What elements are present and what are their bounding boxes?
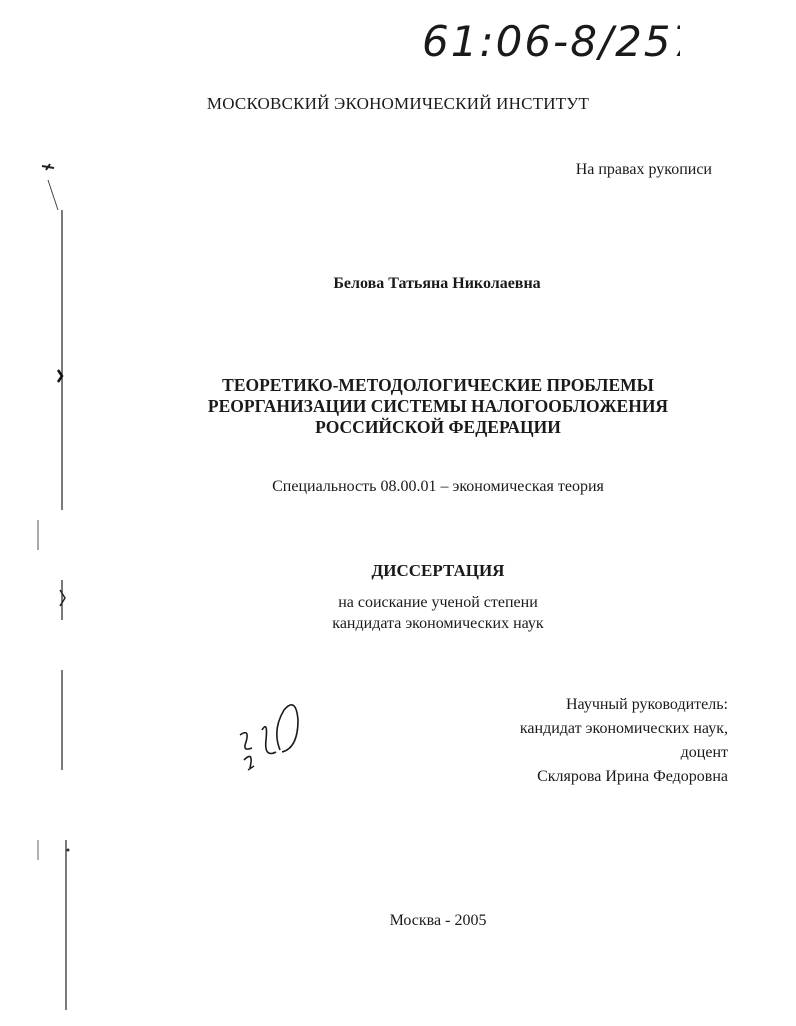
supervisor-label: Научный руководитель: [565, 696, 728, 713]
handwritten-code-svg [420, 8, 680, 68]
supervisor-degree: кандидат экономических наук, [519, 720, 728, 737]
handwritten-archive-code [420, 8, 680, 68]
supervisor-name: Склярова Ирина Федоровна [537, 768, 728, 785]
degree-description [0, 592, 796, 634]
title-line-2: РЕОРГАНИЗАЦИИ СИСТЕМЫ НАЛОГООБЛОЖЕНИЯ [207, 396, 669, 416]
manuscript-rights-note: На правах рукописи [575, 161, 712, 178]
degree-line-2: кандидата экономических наук [332, 615, 544, 632]
dissertation-title [0, 375, 796, 438]
title-line-3: РОССИЙСКОЙ ФЕДЕРАЦИИ [315, 417, 561, 437]
handwritten-signature [232, 690, 312, 780]
supervisor-block [520, 693, 728, 789]
specialty-code: Специальность 08.00.01 – экономическая теория [272, 478, 604, 495]
institute-name: МОСКОВСКИЙ ЭКОНОМИЧЕСКИЙ ИНСТИТУТ [206, 94, 590, 113]
degree-line-1: на соискание ученой степени [338, 594, 538, 611]
author-name: Белова Татьяна Николаевна [333, 275, 541, 292]
handwritten-code-text: 61:06-8/257 [422, 17, 680, 66]
place-and-year: Москва - 2005 [389, 912, 487, 929]
title-line-1: ТЕОРЕТИКО-МЕТОДОЛОГИЧЕСКИЕ ПРОБЛЕМЫ [222, 375, 654, 395]
dissertation-heading: ДИССЕРТАЦИЯ [371, 561, 505, 580]
supervisor-rank: доцент [680, 744, 728, 761]
